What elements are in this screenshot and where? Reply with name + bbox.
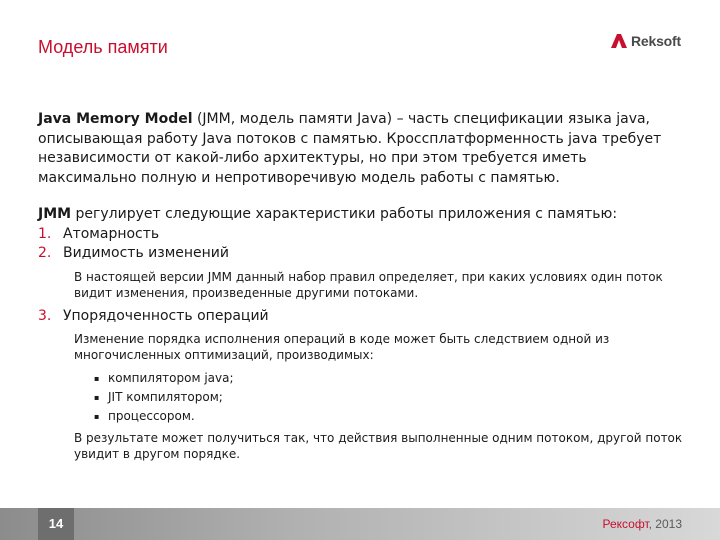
reksoft-logo-icon [611, 34, 627, 48]
bullet-text: процессором. [108, 409, 195, 423]
ordering-note: Изменение порядка исполнения операций в коде может быть следствием одной из многочисленных оптимизаций, производимых: [74, 332, 610, 362]
footer-copyright [603, 508, 683, 540]
optimization-list [94, 369, 688, 426]
slide-title: Модель памяти [38, 37, 168, 57]
list-number: 2. [38, 245, 52, 261]
bullet-text: JIT компилятором; [108, 390, 223, 404]
jmm-paragraph [38, 205, 688, 225]
page-number: 14 [38, 508, 74, 540]
list-number: 3. [38, 307, 52, 324]
slide-content [38, 110, 688, 462]
logo-text: Reksoft [631, 33, 681, 49]
list-item-ordering [38, 307, 688, 327]
intro-paragraph [38, 110, 688, 188]
bullet-item [94, 407, 688, 426]
list-text: Видимость изменений [63, 245, 229, 261]
list-item-visibility [38, 244, 688, 264]
intro-term: Java Memory Model [38, 111, 193, 127]
bullet-icon: ▪ [94, 393, 100, 402]
jmm-label: JMM [38, 206, 72, 222]
list-text: Упорядоченность операций [63, 307, 269, 324]
intro-text: (JMM, модель памяти Java) – часть спецификации языка java, описывающая работу Java потоков с памятью. Кроссплатформенность java требует независимости от какой-либо архитектуры, но при этом требуется иметь максимально полную и непротиворечивую модель работы с памятью. [38, 111, 662, 186]
footer-brand-name: Рексофт [602, 517, 649, 531]
visibility-note: В настоящей версии JMM данный набор правил определяет, при каких условиях один поток видит изменения, произведенные другими потоками. [74, 269, 663, 300]
list-item-atomicity [38, 225, 688, 245]
jmm-text: регулирует следующие характеристики работы приложения с памятью: [71, 206, 618, 222]
bullet-icon: ▪ [94, 374, 100, 383]
list-number: 1. [38, 225, 52, 242]
reksoft-logo [611, 33, 681, 49]
bullet-item [94, 369, 688, 388]
bullet-item [94, 388, 688, 407]
bullet-text: компилятором java; [108, 371, 234, 385]
conclusion-note: В результате может получиться так, что действия выполненные одним потоком, другой поток увидит в другом порядке. [74, 431, 683, 461]
list-text: Атомарность [63, 225, 160, 242]
bullet-icon: ▪ [94, 412, 100, 421]
footer-year: , 2013 [648, 517, 682, 531]
